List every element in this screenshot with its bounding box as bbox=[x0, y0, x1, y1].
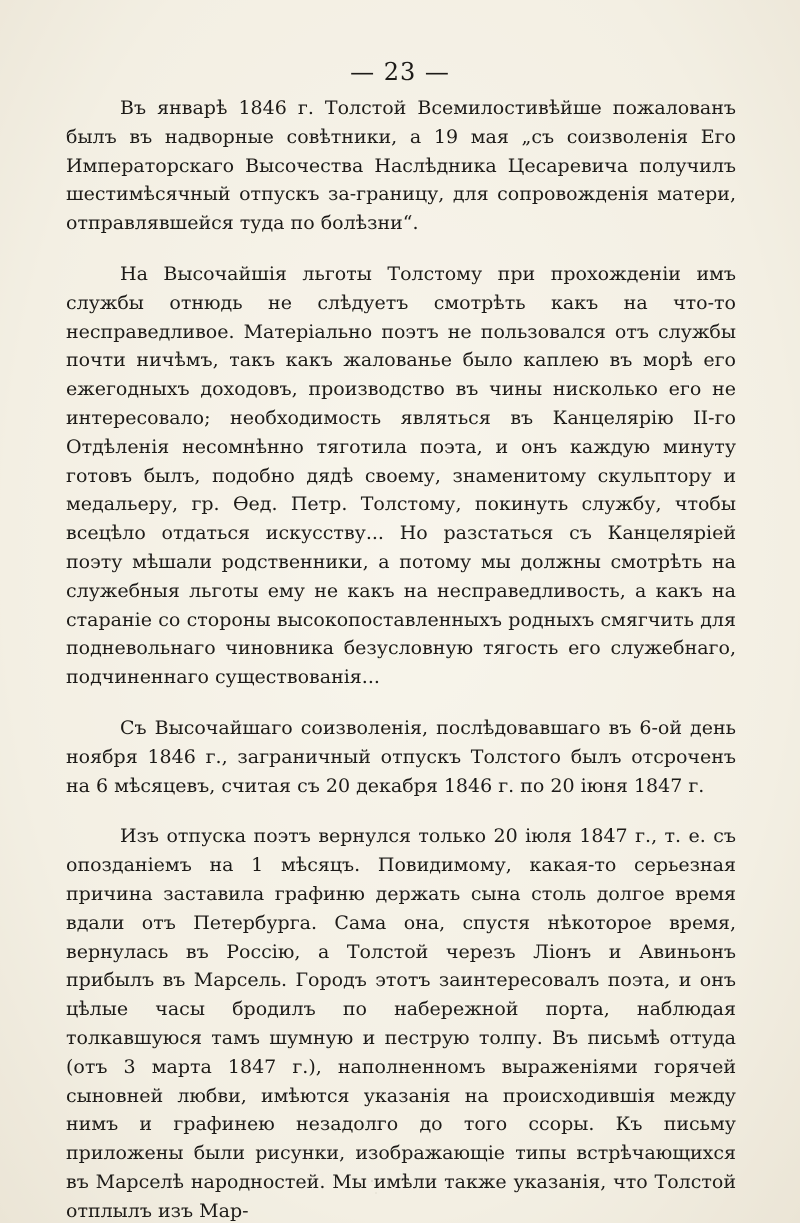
page-number: — 23 — bbox=[350, 58, 450, 86]
paper-speck-icon bbox=[366, 1175, 396, 1197]
paragraph: На Высочайшія льготы Толстому при прохожденіи имъ службы отнюдь не слѣдуетъ смотрѣть какъ на что-то несправедливое. Матеріально поэтъ не пользовался отъ службы почти ничѣмъ, такъ какъ жалованье было каплею въ морѣ его ежегодныхъ доходовъ, производство въ чины нисколько его не интересовало; необходимость являться въ Канцелярію II-го Отдѣленія несомнѣнно тяготила поэта, и онъ каждую минуту готовъ былъ, подобно дядѣ своему, знаменитому скульптору и медальеру, гр. Ѳед. Петр. Толстому, покинуть службу, чтобы всецѣло отдаться искусству... Но разстаться съ Канцеляріей поэту мѣшали родственники, а потому мы должны смотрѣть на служебныя льготы ему не какъ на несправедливость, а какъ на стараніе со стороны высокопоставленныхъ родныхъ смягчить для подневольнаго чиновника безусловную тягость его служебнаго, подчиненнаго существованія... bbox=[66, 262, 736, 689]
paragraph: Изъ отпуска поэтъ вернулся только 20 іюля 1847 г., т. е. съ опозданіемъ на 1 мѣсяцъ. Повидимому, какая-то серьезная причина заставила графиню держать сына столь долгое время вдали отъ Петербурга. Сама она, спустя нѣкоторое время, вернулась въ Россію, а Толстой черезъ Ліонъ и Авиньонъ прибылъ въ Марсель. Городъ этотъ заинтересовалъ поэта, и онъ цѣлые часы бродилъ по набережной порта, наблюдая толкавшуюся тамъ шумную и пеструю толпу. Въ письмѣ оттуда (отъ 3 марта 1847 г.), наполненномъ выраженіями горячей сыновней любви, имѣются указанія на происходившія между нимъ и графинею незадолго до того ссоры. Къ письму приложены были рисунки, изображающіе типы встрѣчающихся въ Марселѣ народностей. Мы имѣли также указанія, что Толстой отплылъ изъ Мар- bbox=[66, 825, 736, 1222]
paragraph: Въ январѣ 1846 г. Толстой Всемилостивѣйше пожалованъ былъ въ надворные совѣтники, а 19 мая „съ соизволенія Его Императорскаго Высочества Наслѣдника Цесаревича получилъ шестимѣсячный отпускъ за-границу, для сопровожденія матери, отправлявшейся туда по болѣзни“. bbox=[66, 97, 736, 235]
paragraph: Съ Высочайшаго соизволенія, послѣдовавшаго въ 6-ой день ноября 1846 г., заграничный отпускъ Толстого былъ отсроченъ на 6 мѣсяцевъ, считая съ 20 декабря 1846 г. по 20 іюня 1847 г. bbox=[66, 716, 736, 797]
body-text bbox=[66, 94, 736, 1223]
